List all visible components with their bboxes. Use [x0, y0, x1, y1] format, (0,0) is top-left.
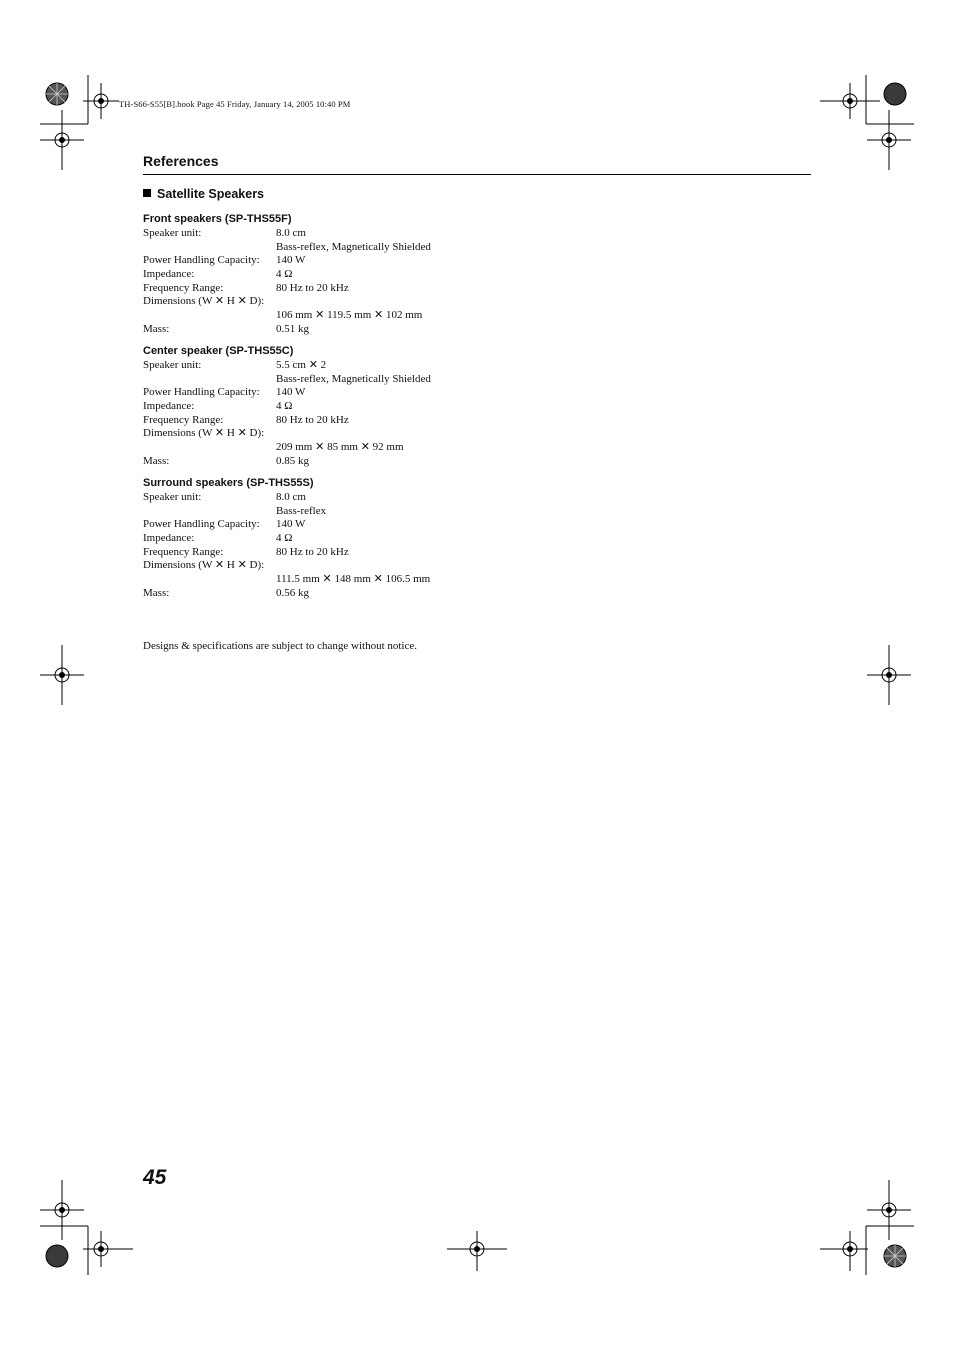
spec-row	[143, 241, 543, 255]
spec-row	[143, 323, 543, 337]
spec-value: 4 Ω	[276, 268, 293, 281]
spec-label: Speaker unit:	[143, 359, 202, 371]
surround-speakers-spec	[143, 476, 543, 601]
spec-row	[143, 359, 543, 373]
spec-row	[143, 282, 543, 296]
spec-value: Bass-reflex, Magnetically Shielded	[276, 372, 431, 385]
group-title: Front speakers (SP-THS55F)	[143, 213, 292, 225]
spec-label: Speaker unit:	[143, 491, 202, 503]
spec-value: 80 Hz to 20 kHz	[276, 281, 349, 294]
subsection-title: Satellite Speakers	[157, 187, 265, 201]
spec-row	[143, 587, 543, 601]
spec-label: Impedance:	[143, 268, 195, 281]
spec-row	[143, 254, 543, 268]
spec-value: 111.5 mm ✕ 148 mm ✕ 106.5 mm	[276, 573, 431, 586]
spec-row	[143, 268, 543, 282]
spec-value: Bass-reflex	[276, 504, 327, 517]
group-title: Surround speakers (SP-THS55S)	[143, 477, 314, 489]
spec-row	[143, 400, 543, 414]
spec-value: 80 Hz to 20 kHz	[276, 413, 349, 426]
spec-value: 4 Ω	[276, 532, 293, 545]
spec-label: Power Handling Capacity:	[143, 254, 260, 267]
section-divider	[143, 174, 811, 175]
spec-value: 209 mm ✕ 85 mm ✕ 92 mm	[276, 441, 404, 454]
spec-value: Bass-reflex, Magnetically Shielded	[276, 240, 431, 253]
spec-label: Mass:	[143, 322, 170, 335]
spec-row	[143, 505, 543, 519]
spec-row	[143, 532, 543, 546]
spec-value: 140 W	[276, 254, 306, 267]
spec-label: Impedance:	[143, 532, 195, 545]
spec-row	[143, 414, 543, 428]
spec-label: Mass:	[143, 586, 170, 599]
spec-label: Impedance:	[143, 400, 195, 413]
spec-value: 0.85 kg	[276, 454, 309, 467]
spec-row	[143, 309, 543, 323]
spec-value: 140 W	[276, 518, 306, 531]
group-title: Center speaker (SP-THS55C)	[143, 345, 294, 357]
spec-value: 0.56 kg	[276, 586, 309, 599]
subsection-heading	[143, 187, 264, 201]
spec-row	[143, 518, 543, 532]
spec-value: 140 W	[276, 386, 306, 399]
front-speakers-spec	[143, 212, 543, 337]
spec-row	[143, 295, 543, 309]
spec-row	[143, 491, 543, 505]
spec-label: Mass:	[143, 454, 170, 467]
spec-label: Power Handling Capacity:	[143, 386, 260, 399]
spec-value: 8.0 cm	[276, 227, 306, 239]
spec-row	[143, 386, 543, 400]
spec-row	[143, 373, 543, 387]
spec-value: 80 Hz to 20 kHz	[276, 545, 349, 558]
center-speaker-spec	[143, 344, 543, 469]
spec-row	[143, 546, 543, 560]
spec-value: 8.0 cm	[276, 491, 306, 503]
spec-label: Frequency Range:	[143, 413, 224, 426]
spec-row	[143, 427, 543, 441]
spec-row	[143, 573, 543, 587]
spec-value: 5.5 cm ✕ 2	[276, 359, 327, 371]
spec-label: Dimensions (W ✕ H ✕ D):	[143, 427, 265, 440]
spec-label: Frequency Range:	[143, 281, 224, 294]
spec-row	[143, 227, 543, 241]
spec-row	[143, 441, 543, 455]
spec-label: Dimensions (W ✕ H ✕ D):	[143, 559, 265, 572]
spec-value: 4 Ω	[276, 400, 293, 413]
spec-value: 0.51 kg	[276, 322, 309, 335]
square-bullet-icon	[143, 189, 151, 197]
spec-label: Frequency Range:	[143, 545, 224, 558]
page-number: 45	[143, 1166, 167, 1189]
spec-row	[143, 559, 543, 573]
spec-label: Power Handling Capacity:	[143, 518, 260, 531]
spec-label: Dimensions (W ✕ H ✕ D):	[143, 295, 265, 308]
spec-label: Speaker unit:	[143, 227, 202, 239]
spec-row	[143, 455, 543, 469]
spec-value: 106 mm ✕ 119.5 mm ✕ 102 mm	[276, 309, 423, 322]
section-title: References	[143, 153, 219, 169]
specifications-notice: Designs & specifications are subject to change without notice.	[143, 640, 418, 652]
print-job-header: TH-S66-S55[B].book Page 45 Friday, January 14, 2005 10:40 PM	[119, 99, 351, 109]
